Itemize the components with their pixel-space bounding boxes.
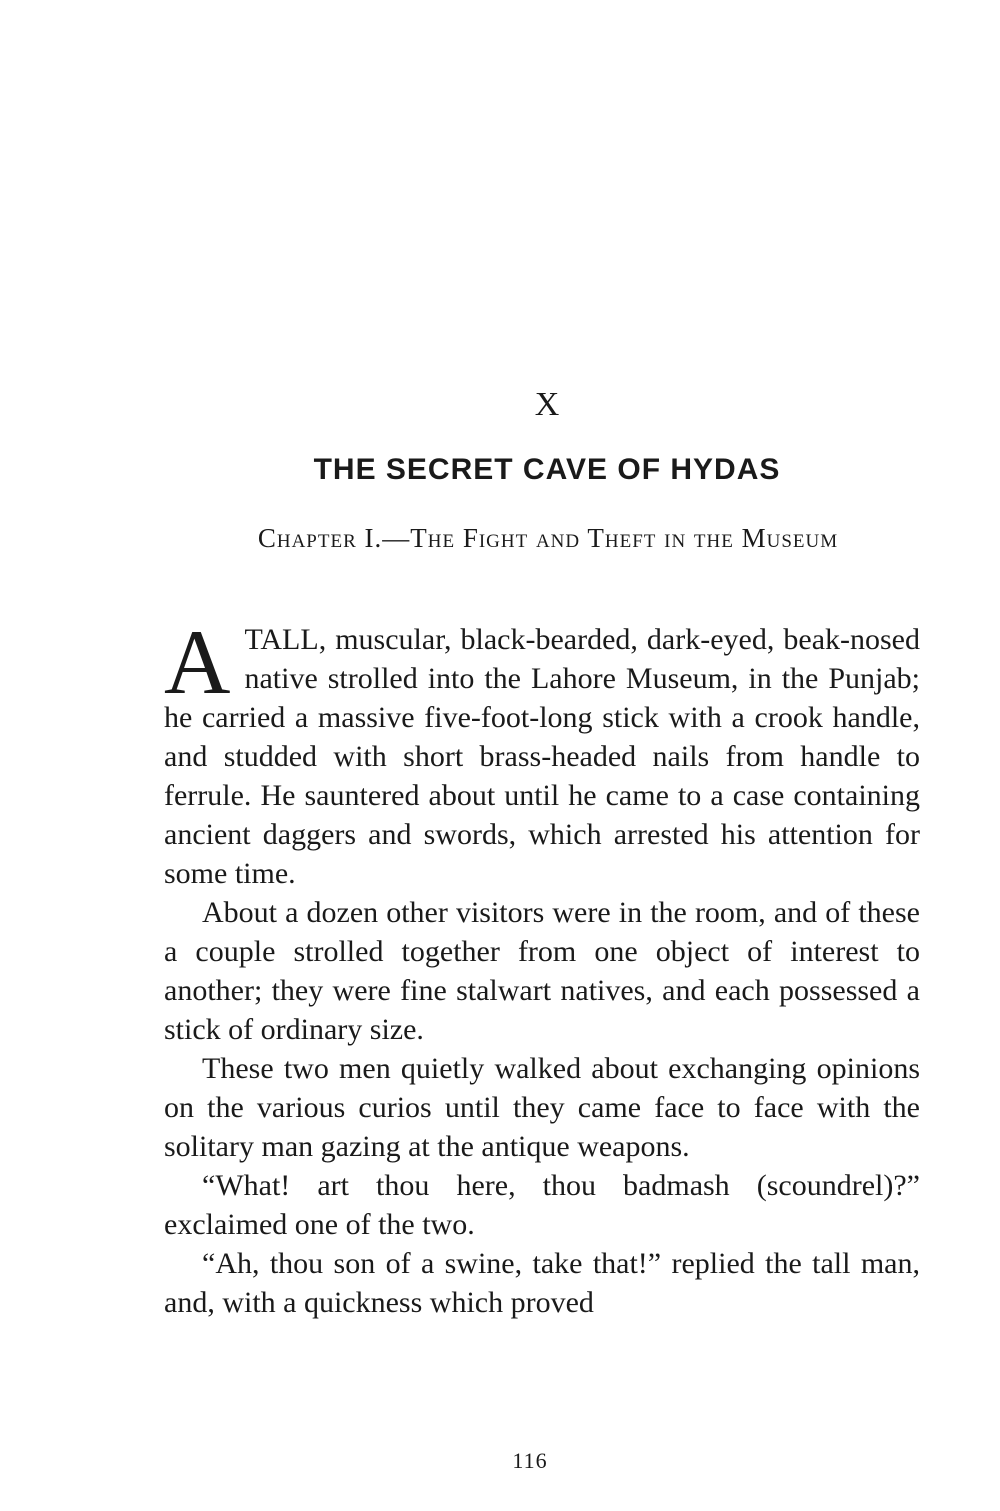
drop-cap: A <box>164 611 231 713</box>
page-number: 116 <box>512 1448 548 1473</box>
body-text <box>164 611 920 1322</box>
paragraph-5: “Ah, thou son of a swine, take that!” replied the tall man, and, with a quickness which proved <box>164 1247 920 1319</box>
paragraph-1-text: TALL, muscular, black-bearded, dark-eyed, beak-nosed native strolled into the Lahore Museum, in the Punjab; he carried a massive five-foot-long stick with a crook handle, and studded with short brass-headed nails from handle to ferrule. He sauntered about until he came to a case containing ancient daggers and swords, which arrested his attention for some time. <box>164 623 920 890</box>
paragraph-2: About a dozen other visitors were in the room, and of these a couple strolled together from one object of interest to another; they were fine stalwart natives, and each possessed a stick of ordinary size. <box>164 896 920 1046</box>
story-title: THE SECRET CAVE OF HYDAS <box>313 453 781 486</box>
paragraph-1 <box>164 611 920 893</box>
paragraph-4: “What! art thou here, thou badmash (scoundrel)?” exclaimed one of the two. <box>164 1169 920 1241</box>
paragraph-3: These two men quietly walked about exchanging opinions on the various curios until they came face to face with the solitary man gazing at the antique weapons. <box>164 1052 920 1163</box>
chapter-numeral: X <box>534 386 560 423</box>
chapter-heading: Chapter I.—The Fight and Theft in the Museum <box>257 523 839 553</box>
